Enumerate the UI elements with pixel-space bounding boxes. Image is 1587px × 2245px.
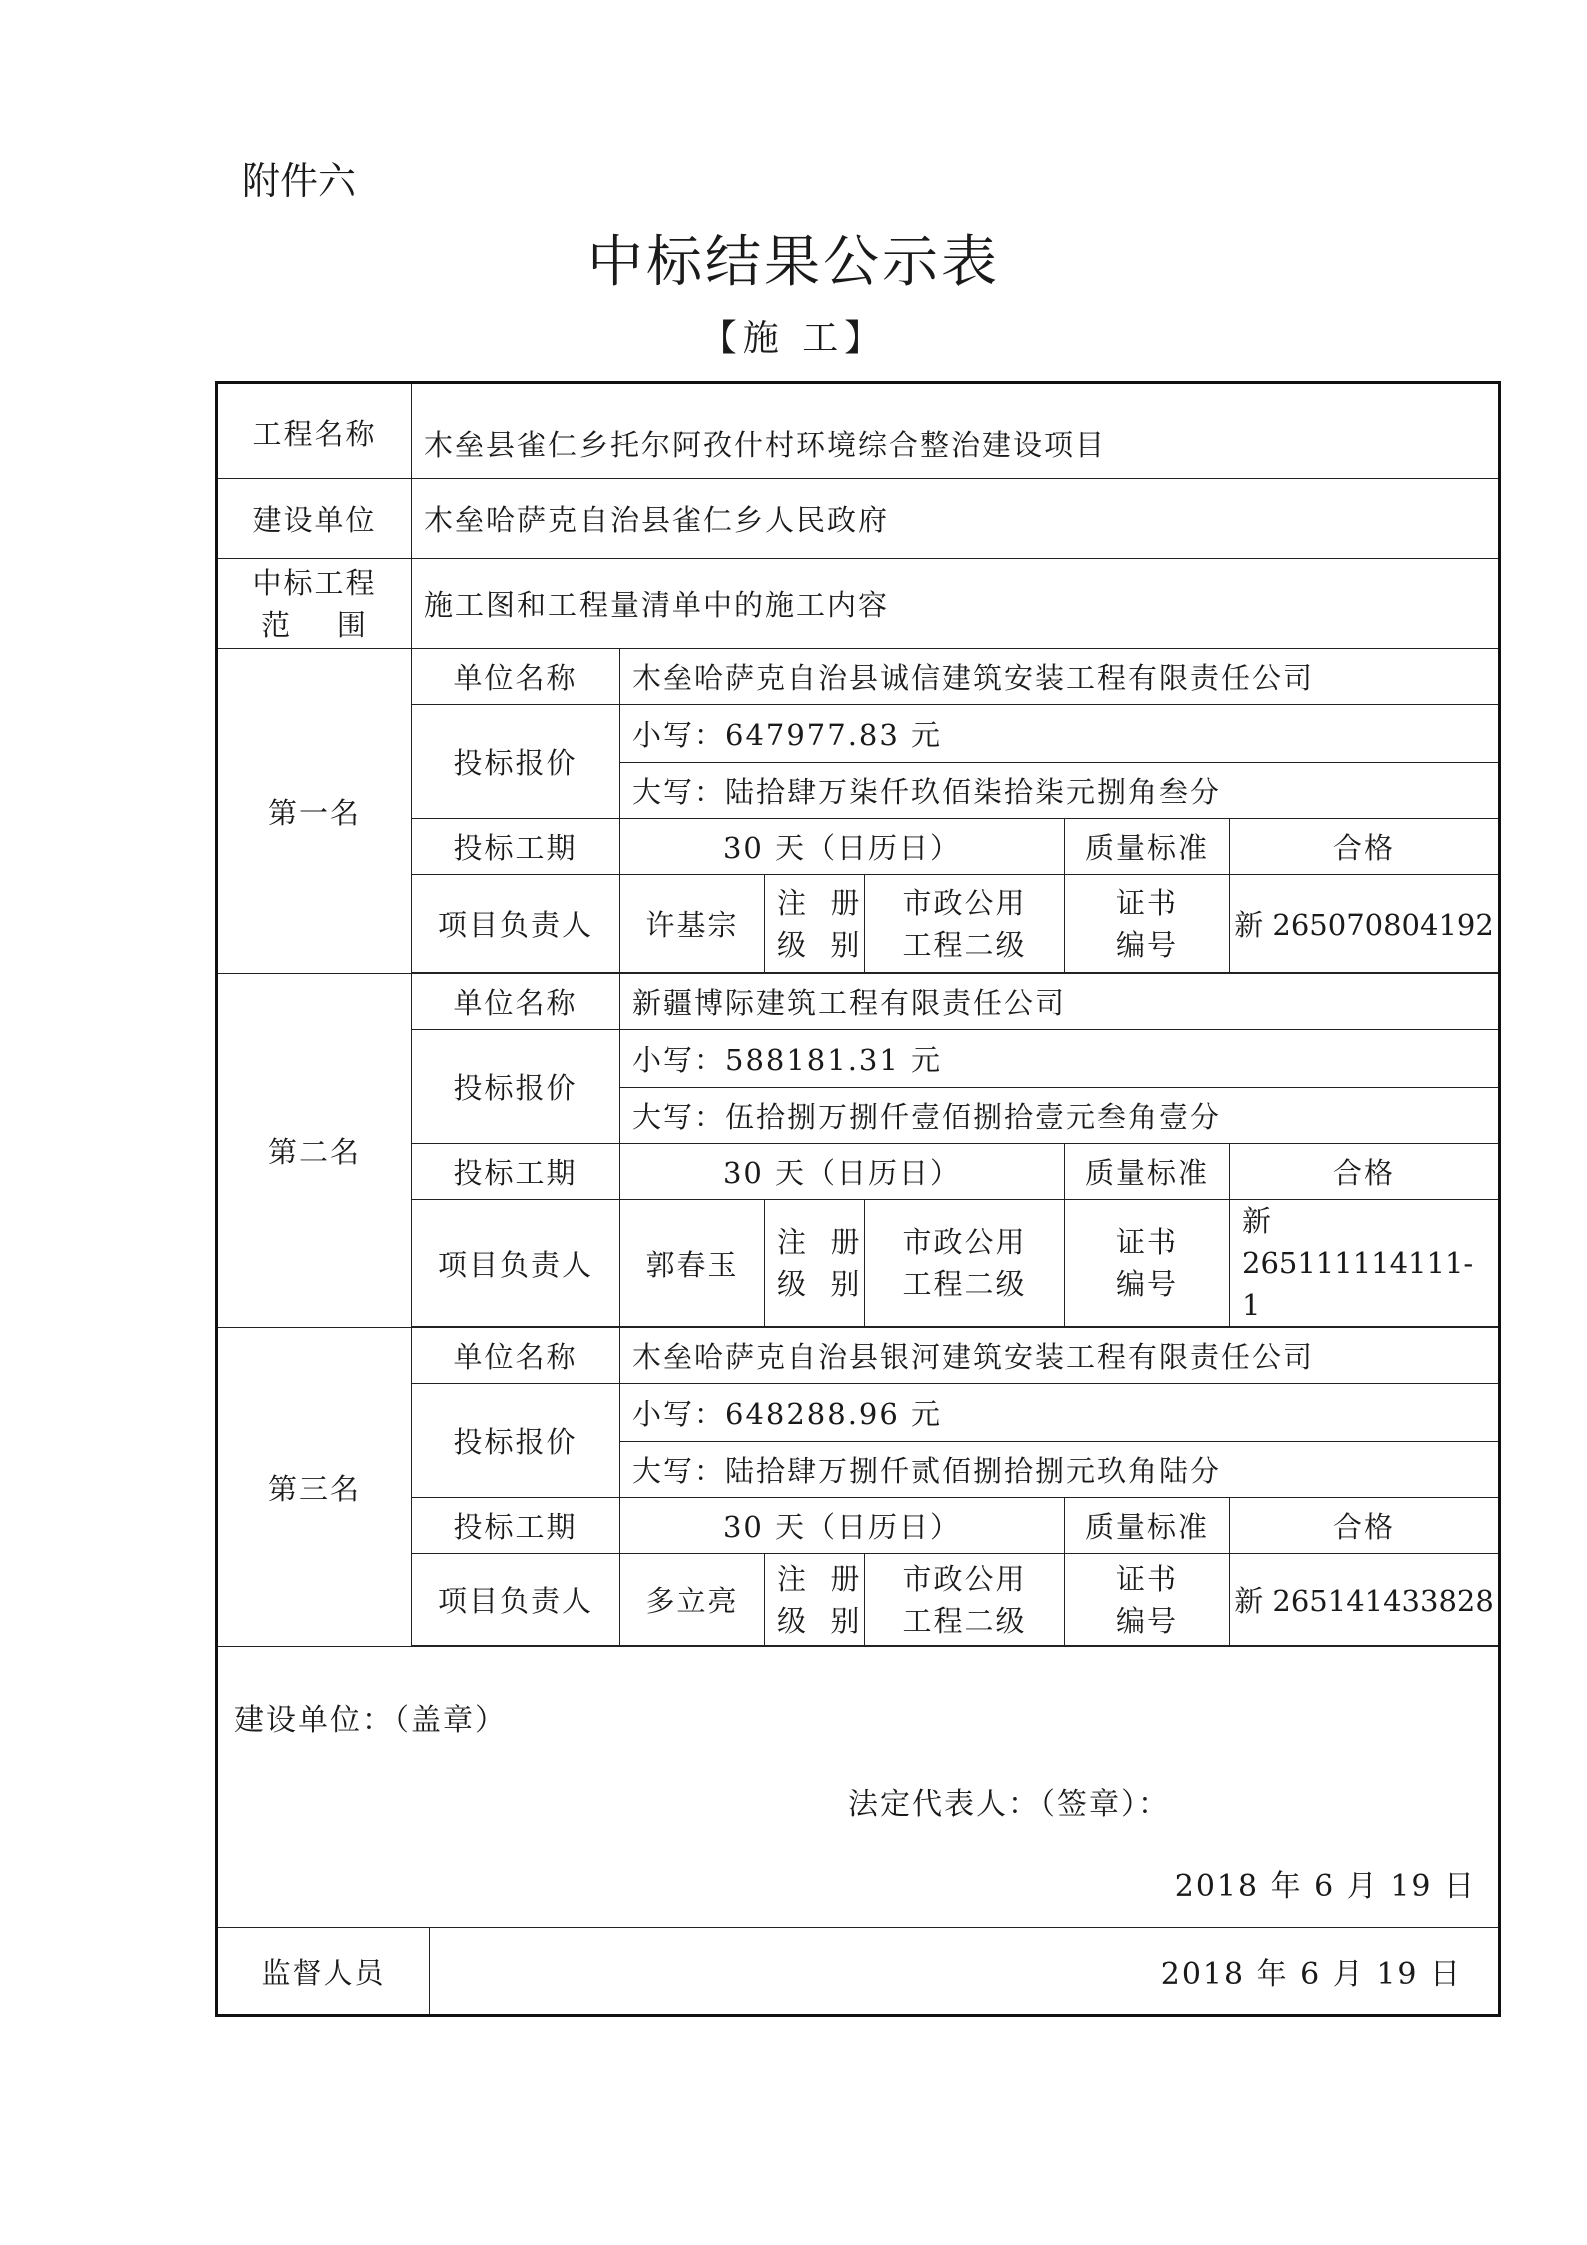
bid-price-label: 投标报价 (412, 1384, 620, 1498)
bid-price-label: 投标报价 (412, 705, 620, 819)
quality-label: 质量标准 (1065, 1144, 1230, 1200)
signature-block (217, 1647, 1500, 1928)
reg-level-value-line2: 工程二级 (902, 1603, 1027, 1638)
cert-label-line2: 编号 (1115, 1603, 1178, 1638)
table-row (217, 649, 1500, 705)
cert-label-line2: 编号 (1115, 927, 1178, 962)
reg-level-value (865, 875, 1065, 973)
quality-value: 合格 (1230, 1144, 1500, 1200)
cert-value-line2: 265111114111-1 (1242, 1246, 1474, 1322)
quality-label: 质量标准 (1065, 819, 1230, 875)
cert-value (1230, 1200, 1500, 1327)
manager-label: 项目负责人 (412, 1200, 620, 1327)
duration-label: 投标工期 (412, 1498, 620, 1554)
reg-level-label-line1: 注 册 (777, 1561, 862, 1596)
manager-label: 项目负责人 (412, 875, 620, 973)
price-big: 大写：伍拾捌万捌仟壹佰捌拾壹元叁角壹分 (620, 1088, 1500, 1144)
scope-label-line1: 中标工程 (252, 565, 377, 600)
table-row (217, 974, 1500, 1030)
cert-label (1065, 875, 1230, 973)
cert-label-line1: 证书 (1115, 885, 1178, 920)
rank-label: 第三名 (217, 1328, 412, 1647)
reg-level-value-line1: 市政公用 (902, 885, 1027, 920)
price-small: 小写：588181.31 元 (620, 1030, 1500, 1088)
unit-name-label: 单位名称 (412, 974, 620, 1030)
cert-value-line1: 新 265141433828 (1234, 1584, 1494, 1618)
supervisor-date: 2018 年 6 月 19 日 (430, 1928, 1500, 2016)
project-name-row (217, 383, 1500, 479)
signature-date: 2018 年 6 月 19 日 (1174, 1869, 1477, 1904)
price-small: 小写：647977.83 元 (620, 705, 1500, 763)
quality-value: 合格 (1230, 819, 1500, 875)
cert-value-line1: 新 (1242, 1204, 1272, 1238)
signature-row (217, 1647, 1500, 1928)
page-title: 中标结果公示表 (587, 230, 1000, 295)
project-name-label: 工程名称 (217, 383, 412, 479)
reg-level-label (765, 1200, 865, 1327)
supervisor-label: 监督人员 (217, 1928, 430, 2016)
cert-label (1065, 1554, 1230, 1646)
page-subtitle: 【施 工】 (700, 318, 887, 359)
rank-label: 第一名 (217, 649, 412, 974)
quality-label: 质量标准 (1065, 1498, 1230, 1554)
cert-label (1065, 1200, 1230, 1327)
reg-level-value (865, 1554, 1065, 1646)
scope-value: 施工图和工程量清单中的施工内容 (412, 559, 1500, 649)
cert-value-line1: 新 265070804192 (1234, 908, 1494, 942)
price-small: 小写：648288.96 元 (620, 1384, 1500, 1442)
reg-level-label (765, 1554, 865, 1646)
reg-level-label-line1: 注 册 (777, 885, 862, 920)
scope-row (217, 559, 1500, 649)
reg-level-value-line2: 工程二级 (902, 927, 1027, 962)
quality-value: 合格 (1230, 1498, 1500, 1554)
reg-level-label-line2: 级 别 (777, 927, 862, 962)
cert-label-line1: 证书 (1115, 1561, 1178, 1596)
duration-label: 投标工期 (412, 1144, 620, 1200)
unit-name-label: 单位名称 (412, 1328, 620, 1384)
duration-label: 投标工期 (412, 819, 620, 875)
manager-value: 郭春玉 (620, 1200, 765, 1327)
attachment-label: 附件六 (242, 159, 357, 203)
table-row (217, 1328, 1500, 1384)
scope-label (217, 559, 412, 649)
supervisor-row (217, 1928, 1500, 2016)
bid-result-table (215, 381, 1501, 2017)
duration-value: 30 天（日历日） (620, 1144, 1065, 1200)
unit-name-value: 新疆博际建筑工程有限责任公司 (620, 974, 1500, 1030)
reg-level-label-line2: 级 别 (777, 1267, 862, 1301)
reg-level-value-line2: 工程二级 (902, 1267, 1027, 1301)
reg-level-value (865, 1200, 1065, 1327)
scope-label-line2: 范 围 (261, 607, 368, 642)
owner-row (217, 479, 1500, 559)
owner-value: 木垒哈萨克自治县雀仁乡人民政府 (412, 479, 1500, 559)
owner-label: 建设单位 (217, 479, 412, 559)
duration-value: 30 天（日历日） (620, 819, 1065, 875)
reg-level-label-line1: 注 册 (777, 1225, 862, 1259)
price-big: 大写：陆拾肆万柒仟玖佰柒拾柒元捌角叁分 (620, 763, 1500, 819)
project-name-value: 木垒县雀仁乡托尔阿孜什村环境综合整治建设项目 (412, 383, 1500, 479)
manager-value: 许基宗 (620, 875, 765, 973)
reg-level-label (765, 875, 865, 973)
unit-name-value: 木垒哈萨克自治县诚信建筑安装工程有限责任公司 (620, 649, 1500, 705)
cert-label-line2: 编号 (1115, 1267, 1178, 1301)
rank-label: 第二名 (217, 974, 412, 1328)
unit-name-label: 单位名称 (412, 649, 620, 705)
price-big: 大写：陆拾肆万捌仟贰佰捌拾捌元玖角陆分 (620, 1442, 1500, 1498)
legal-rep-text: 法定代表人：（签章）： (848, 1787, 1170, 1822)
reg-level-value-line1: 市政公用 (902, 1225, 1027, 1259)
reg-level-value-line1: 市政公用 (902, 1561, 1027, 1596)
cert-label-line1: 证书 (1115, 1225, 1178, 1259)
bid-price-label: 投标报价 (412, 1030, 620, 1144)
cert-value (1230, 875, 1500, 973)
duration-value: 30 天（日历日） (620, 1498, 1065, 1554)
owner-seal-text: 建设单位：（盖章） (234, 1703, 507, 1738)
reg-level-label-line2: 级 别 (777, 1603, 862, 1638)
unit-name-value: 木垒哈萨克自治县银河建筑安装工程有限责任公司 (620, 1328, 1500, 1384)
manager-value: 多立亮 (620, 1554, 765, 1646)
manager-label: 项目负责人 (412, 1554, 620, 1646)
cert-value (1230, 1554, 1500, 1646)
